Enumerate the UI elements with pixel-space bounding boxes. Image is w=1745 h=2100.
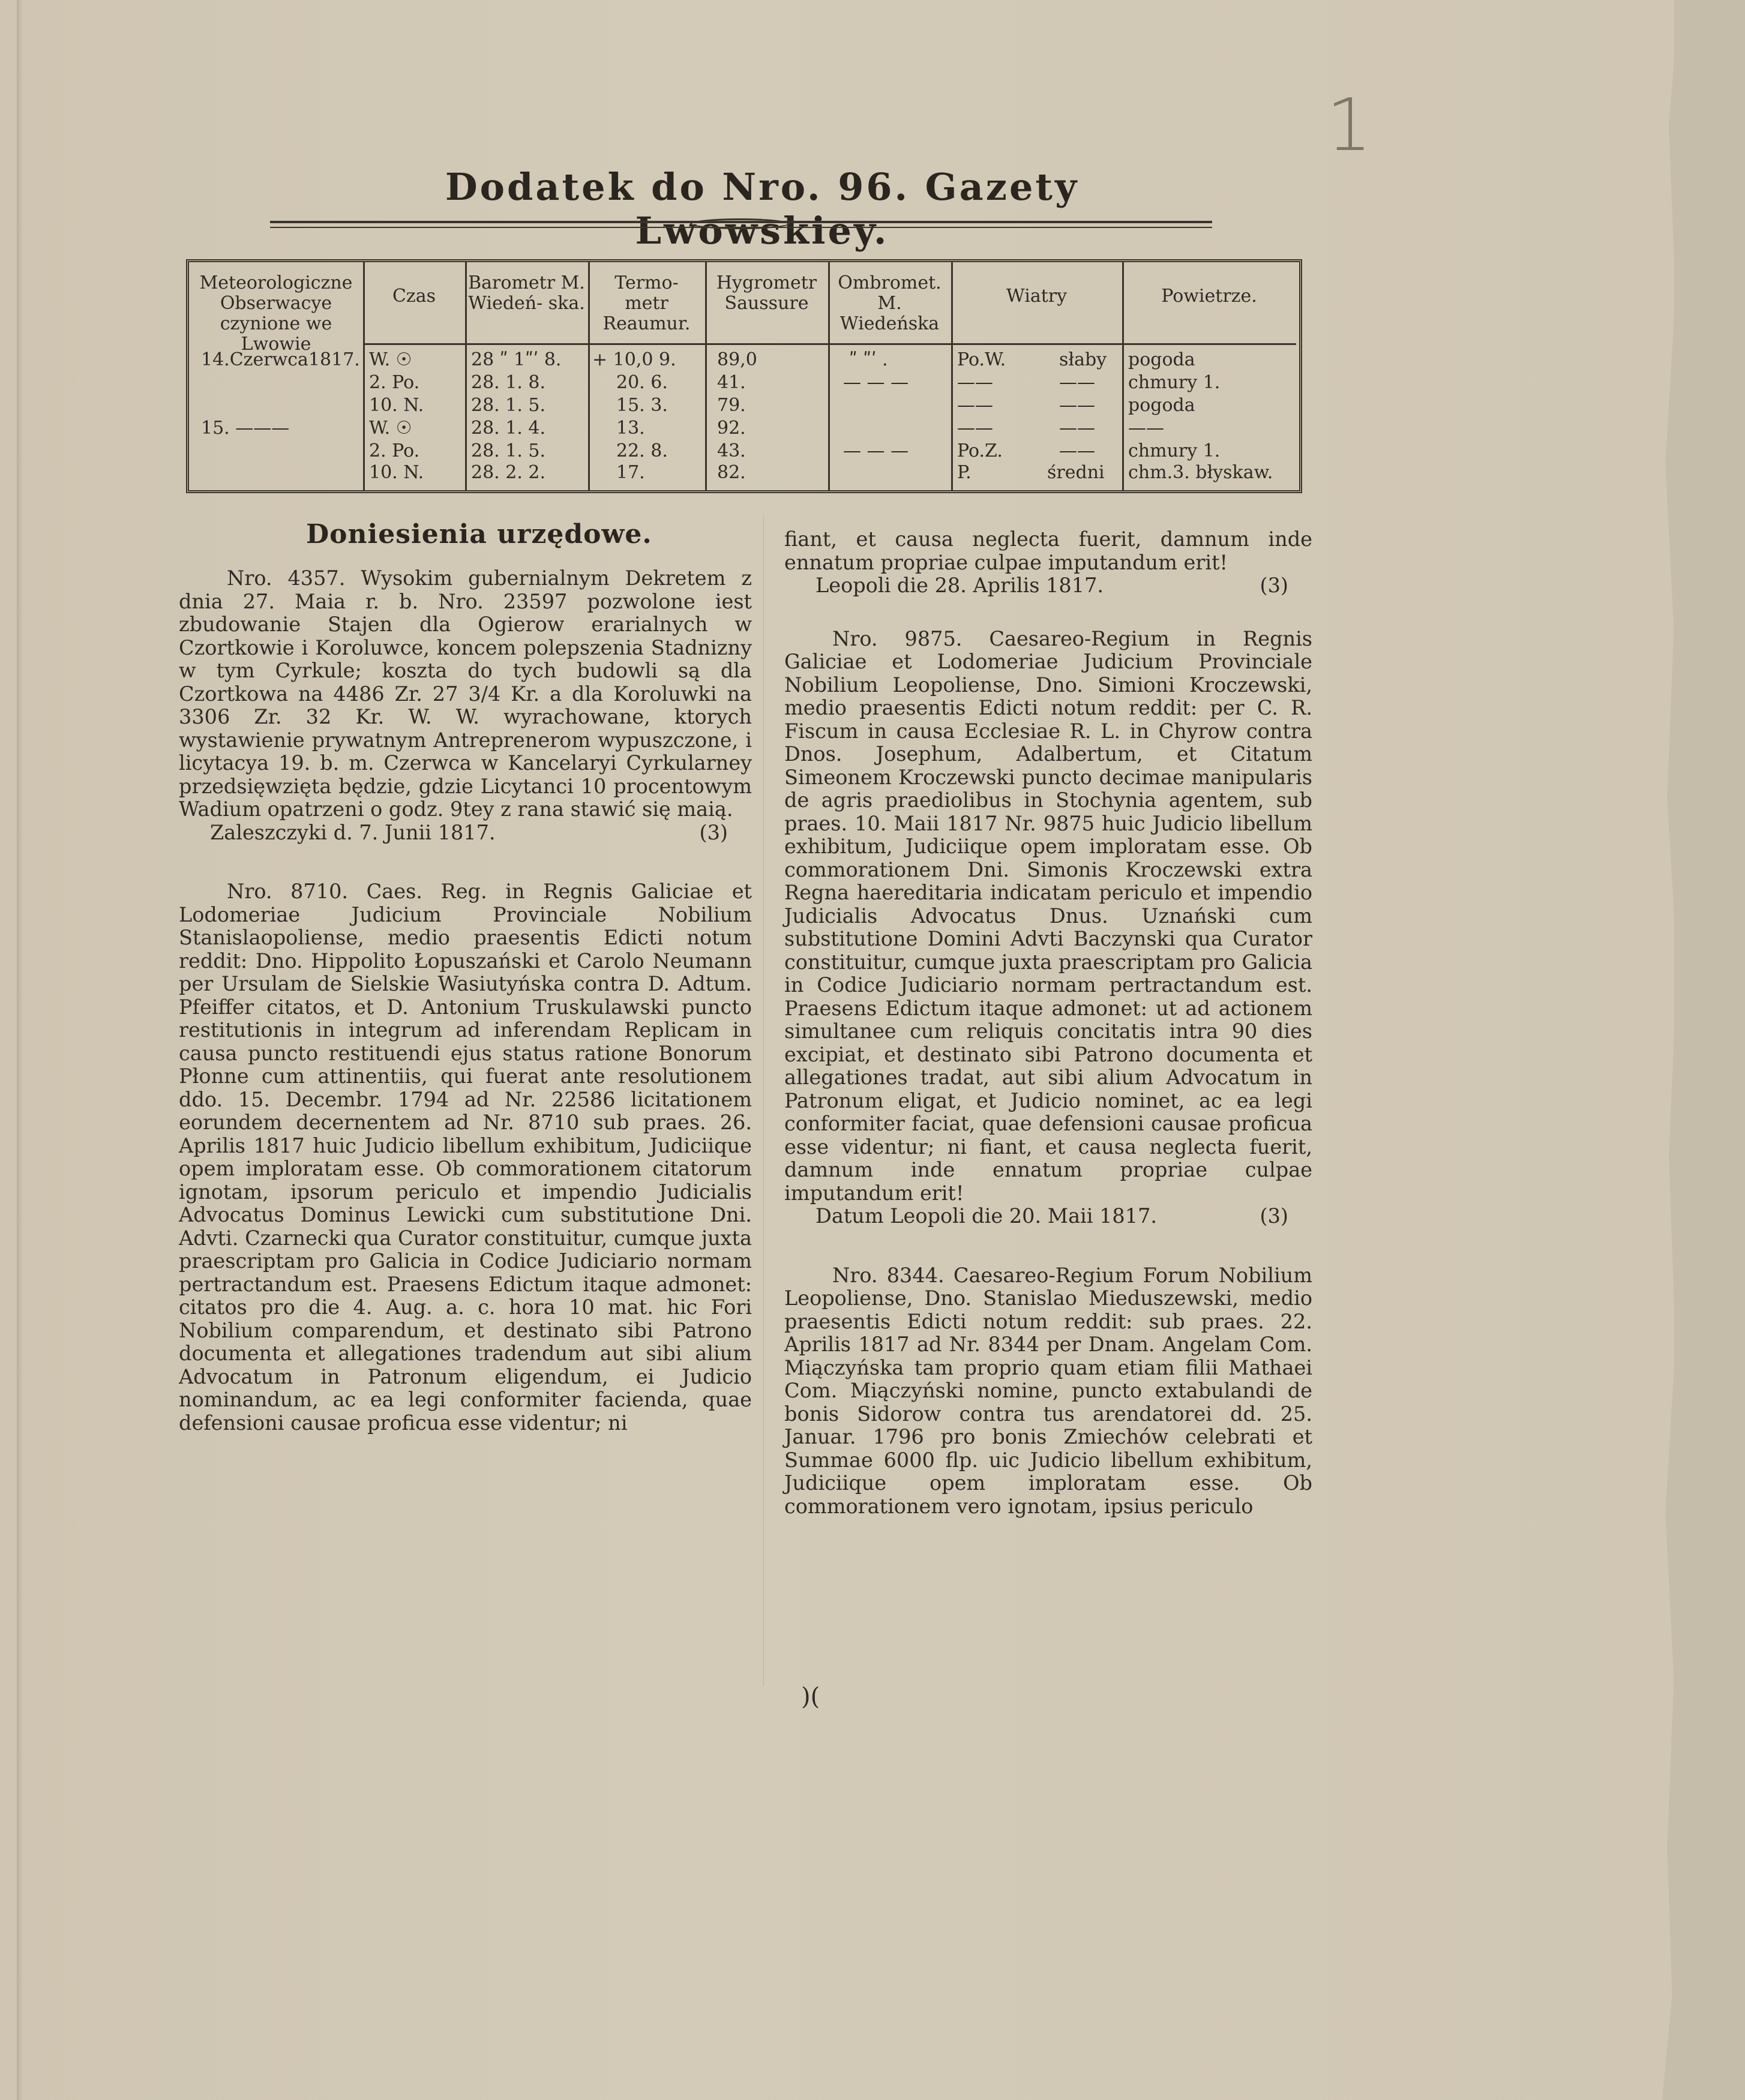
row-strength: średni	[1047, 462, 1105, 483]
row-thermo: 20. 6.	[616, 372, 668, 393]
row-ombro: — — —	[843, 372, 909, 393]
notice-4357: Nro. 4357. Wysokim gubernialnym Dekretem z dnia 27. Maia r. b. Nro. 23597 pozwolone iest zbudowanie Stajen dla Ogierow erarialnych w Czortkowie i Koroluwce, koncem polepszenia Stadnizny w tym Cyrkule; koszta do tych budowli są dla Czortkowa na 4486 Zr. 27 3/4 Kr. a dla Koroluwki na 3306 Zr. 32 Kr. W. W. wyrachowane, ktorych wystawienie prywatnym Antreprenerom wypuszczone, i licytacya 19. b. m. Czerwca w Kancelaryi Cyrkularney przedsięwzięta będzie, gdzie Licytanci 10 procentowym Wadium opatrzeni o godz. 9tey z rana stawić się maią.	[179, 566, 752, 821]
row-baro: 28 ʺ 1ʺʹ 8.	[471, 349, 562, 370]
torn-edge	[1662, 0, 1745, 2100]
row-time: W. ☉	[369, 349, 412, 370]
row-thermo: 13.	[616, 418, 645, 439]
row-wind: Po.W.	[957, 349, 1006, 370]
notice-9875-number: (3)	[1260, 1204, 1288, 1228]
column-divider	[763, 516, 764, 1686]
row-time: 2. Po.	[369, 440, 420, 461]
weather-row	[189, 418, 1299, 442]
row-time: 10. N.	[369, 462, 424, 483]
row-wind: ——	[957, 395, 993, 416]
header-ombrometer: Ombromet. M. Wiedeńska	[838, 272, 942, 334]
row-hygro: 79.	[717, 395, 746, 416]
header-hygrometer: Hygrometr Saussure	[716, 272, 817, 314]
masthead-title: Dodatek do Nro. 96. Gazety Lwowskiey.	[445, 165, 1080, 253]
row-thermo: 15. 3.	[616, 395, 668, 416]
row-time: 10. N.	[369, 395, 424, 416]
row-baro: 28. 1. 5.	[471, 440, 546, 461]
row-hygro: 89,0	[717, 349, 757, 370]
row-strength: słaby	[1059, 349, 1107, 370]
row-baro: 28. 1. 5.	[471, 395, 546, 416]
row-sky: chm.3. błyskaw.	[1128, 462, 1273, 483]
masthead-ornament-rule	[270, 221, 1212, 228]
continuation-signature	[784, 574, 1312, 598]
row-sky: chmury 1.	[1128, 372, 1221, 393]
row-strength: ——	[1059, 395, 1095, 416]
weather-table	[186, 259, 1302, 493]
section-title: Doniesienia urzędowe.	[306, 519, 652, 550]
row-baro: 28. 1. 4.	[471, 418, 546, 439]
row-hygro: 43.	[717, 440, 746, 461]
row-strength: ——	[1059, 418, 1095, 439]
notice-8344: Nro. 8344. Caesareo-Regium Forum Nobilium Leopoliense, Dno. Stanislao Mieduszewski, medio praesentis Edicti notum reddit: sub praes. 22. Aprilis 1817 ad Nr. 8344 per Dnam. Angelam Com. Miączyńska tam proprio quam etiam filii Mathaei Com. Miączyński nomine, puncto extabulandi de bonis Sidorow contra tus arendatorei dd. 25. Januar. 1796 pro bonis Zmiechów celebrati et Summae 6000 flp. uic Judicio libellum exhibitum, Judiciique opem imploratam esse. Ob commorationem vero ignotam, ipsius periculo	[784, 1263, 1312, 1518]
weather-row	[189, 440, 1299, 464]
continuation-text: fiant, et causa neglecta fuerit, damnum inde ennatum propriae culpae imputandum erit!	[784, 527, 1312, 574]
row-ombro: ʺ ʺʹ .	[849, 349, 888, 370]
right-column	[784, 528, 1312, 1538]
row-wind: P.	[957, 462, 972, 483]
row-sky: pogoda	[1128, 395, 1195, 416]
header-weather: Powietrze.	[1161, 286, 1257, 307]
left-column	[179, 567, 752, 1455]
row-thermo: + 10,0 9.	[592, 349, 676, 370]
header-winds: Wiatry	[1006, 286, 1068, 307]
row-wind: ——	[957, 372, 993, 393]
continuation-number: (3)	[1260, 574, 1288, 597]
row-date: 15. ———	[201, 418, 290, 439]
row-baro: 28. 2. 2.	[471, 462, 546, 483]
row-strength: ——	[1059, 440, 1095, 461]
row-thermo: 17.	[616, 462, 645, 483]
continuation-place-date: Leopoli die 28. Aprilis 1817.	[815, 574, 1104, 597]
header-barometer: Barometr M. Wiedeń- ska.	[468, 272, 585, 314]
notice-9875-place-date: Datum Leopoli die 20. Maii 1817.	[815, 1204, 1158, 1228]
row-thermo: 22. 8.	[616, 440, 668, 461]
row-date: 14.Czerwca1817.	[201, 349, 360, 370]
row-hygro: 82.	[717, 462, 746, 483]
row-hygro: 92.	[717, 418, 746, 439]
row-wind: ——	[957, 418, 993, 439]
row-sky: pogoda	[1128, 349, 1195, 370]
header-rule	[363, 343, 1296, 345]
header-location: Meteorologiczne Obserwacye czynione we Lwowie	[199, 272, 353, 355]
page-number-mark: 1	[1326, 84, 1372, 167]
row-sky: ——	[1128, 418, 1164, 439]
row-wind: Po.Z.	[957, 440, 1003, 461]
weather-row	[189, 372, 1299, 396]
notice-4357-signature	[179, 821, 752, 845]
row-time: 2. Po.	[369, 372, 420, 393]
weather-row	[189, 349, 1299, 373]
page-fold	[17, 0, 23, 2100]
notice-4357-place-date: Zaleszczyki d. 7. Junii 1817.	[210, 820, 496, 844]
notice-9875: Nro. 9875. Caesareo-Regium in Regnis Galiciae et Lodomeriae Judicium Provinciale Nobilium Leopoliense, Dno. Simioni Kroczewski, medio praesentis Edicti notum reddit: per C. R. Fiscum in causa Ecclesiae R. L. in Chyrow contra Dnos. Josephum, Adalbertum, et Citatum Simeonem Kroczewski puncto decimae manipularis de agris praediolibus in Stochynia agentem, sub praes. 10. Maii 1817 Nr. 9875 huic Judicio libellum exhibitum, Judiciique opem imploratam esse. Ob commorationem Dni. Simonis Kroczewski extra Regna haereditaria indicatam periculo et impendio Judicialis Advocatus Dnus. Uznański cum substitutione Domini Advti Baczynski qua Curator constituitur, cumque juxta praescriptam pro Galicia in Codice Judiciario normam pertractandum est. Praesens Edictum itaque admonet: ut ad actionem simultanee cum reliquis concitatis intra 90 dies excipiat, et destinato sibi Patrono documenta et allegationes tradat, aut sibi alium Advocatum in Patronum eligat, et Judicio nominet, ac ea legi conformiter faciat, quae defensioni causae proficua esse videntur; ni fiant, et causa neglecta fuerit, damnum inde ennatum propriae culpae imputandum erit!	[784, 626, 1312, 1205]
row-strength: ——	[1059, 372, 1095, 393]
catchword-mark: )(	[801, 1683, 820, 1711]
weather-row	[189, 462, 1299, 486]
notice-9875-signature	[784, 1205, 1312, 1228]
notice-8710: Nro. 8710. Caes. Reg. in Regnis Galiciae et Lodomeriae Judicium Provinciale Nobilium Stanislaopoliense, medio praesentis Edicti notum reddit: Dno. Hippolito Łopuszański et Carolo Neumann per Ursulam de Sielskie Wasiutyńska contra D. Adtum. Pfeiffer citatos, et D. Antonium Truskulawski puncto restitutionis in integrum ad inferendam Replicam in causa puncto restituendi ejus status ratione Bonorum Płonne cum attinentiis, qui fuerat ante resolutionem ddo. 15. Decembr. 1794 ad Nr. 22586 licitationem eorundem decernentem ad Nr. 8710 sub praes. 26. Aprilis 1817 huic Judicio libellum exhibitum, Judiciique opem imploratam esse. Ob commorationem citatorum ignotam, ipsorum periculo et impendio Judicialis Advocatus Dominus Lewicki cum substitutione Dni. Advti. Czarnecki qua Curator constituitur, cumque juxta praescriptam pro Galicia in Codice Judiciario normam pertractandum est. Praesens Edictum itaque admonet: citatos pro die 4. Aug. a. c. hora 10 mat. hic Fori Nobilium comparendum, et destinato sibi Patrono documenta et allegationes tradendum aut sibi alium Advocatum in Patronum eligendum, ei Judicio nominandum, ac ea legi conformiter facienda, quae defensioni causae proficua esse videntur; ni	[179, 880, 752, 1435]
notice-4357-number: (3)	[699, 820, 728, 844]
header-thermometer: Termo- metr Reaumur.	[602, 272, 691, 334]
row-hygro: 41.	[717, 372, 746, 393]
weather-row	[189, 395, 1299, 419]
row-time: W. ☉	[369, 418, 412, 439]
row-ombro: — — —	[843, 440, 909, 461]
row-sky: chmury 1.	[1128, 440, 1221, 461]
row-baro: 28. 1. 8.	[471, 372, 546, 393]
header-time: Czas	[392, 286, 436, 307]
